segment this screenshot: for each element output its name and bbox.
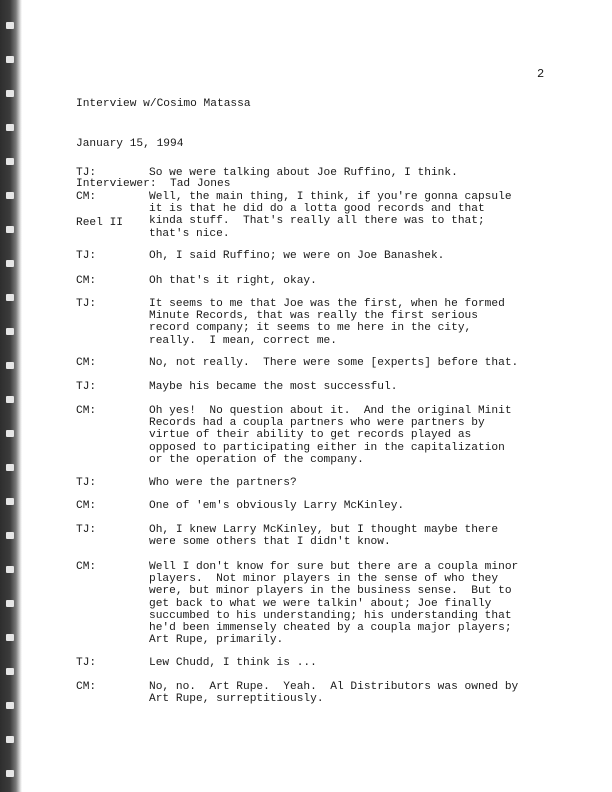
speaker-label: CM:: [76, 405, 97, 417]
speaker-label: CM:: [76, 275, 97, 287]
utterance-text: Well, the main thing, I think, if you're gonna capsule it is that he did do a lotta good records and that kinda stuff. That's really all there was to that; that's nice.: [149, 191, 512, 240]
speaker-label: CM:: [76, 191, 97, 203]
binding-hole: [6, 192, 14, 199]
header-title: Interview w/Cosimo Matassa: [76, 98, 251, 111]
binding-hole: [6, 294, 14, 301]
utterance-text: Oh yes! No question about it. And the original Minit Records had a coupla partners who were partners by virtue of their ability to get records played as opposed to participating either in the capitalization or the operation of the company.: [149, 405, 512, 466]
spiral-binding: [0, 0, 22, 792]
utterance-text: Oh, I said Ruffino; we were on Joe Banashek.: [149, 250, 445, 262]
speaker-label: CM:: [76, 561, 97, 573]
speaker-label: CM:: [76, 681, 97, 693]
speaker-label: CM:: [76, 357, 97, 369]
binding-hole: [6, 600, 14, 607]
header-reel: Reel II: [76, 217, 123, 230]
binding-hole: [6, 158, 14, 165]
speaker-label: TJ:: [76, 524, 97, 536]
binding-hole: [6, 362, 14, 369]
utterance-text: Lew Chudd, I think is ...: [149, 657, 317, 669]
utterance-text: No, no. Art Rupe. Yeah. Al Distributors was owned by Art Rupe, surreptitiously.: [149, 681, 519, 706]
binding-hole: [6, 702, 14, 709]
utterance-text: One of 'em's obviously Larry McKinley.: [149, 500, 405, 512]
utterance-text: Well I don't know for sure but there are a coupla minor players. Not minor players in the sense of who they were, but minor players in the business sense. But to get back to what we were talkin' about; Joe finally succumbed to his understanding; his understanding that he'd been immensely cheated by a coupla major players; Art Rupe, primarily.: [149, 561, 519, 647]
binding-hole: [6, 566, 14, 573]
speaker-label: TJ:: [76, 477, 97, 489]
speaker-label: TJ:: [76, 298, 97, 310]
speaker-label: TJ:: [76, 167, 97, 179]
binding-hole: [6, 430, 14, 437]
binding-hole: [6, 260, 14, 267]
speaker-label: TJ:: [76, 250, 97, 262]
utterance-text: Oh, I knew Larry McKinley, but I thought maybe there were some others that I didn't know.: [149, 524, 499, 549]
utterance-text: It seems to me that Joe was the first, when he formed Minute Records, that was really the first serious record company; it seems to me here in the city, really. I mean, correct me.: [149, 298, 505, 347]
utterance-text: Who were the partners?: [149, 477, 297, 489]
binding-hole: [6, 532, 14, 539]
binding-hole: [6, 124, 14, 131]
binding-hole: [6, 226, 14, 233]
binding-hole: [6, 498, 14, 505]
header-interviewer: Interviewer: Tad Jones: [76, 177, 231, 190]
binding-hole: [6, 396, 14, 403]
speaker-label: TJ:: [76, 381, 97, 393]
binding-hole: [6, 770, 14, 777]
binding-hole: [6, 22, 14, 29]
speaker-label: TJ:: [76, 657, 97, 669]
speaker-label: CM:: [76, 500, 97, 512]
utterance-text: No, not really. There were some [experts] before that.: [149, 357, 519, 369]
utterance-text: So we were talking about Joe Ruffino, I think.: [149, 167, 458, 179]
utterance-text: Maybe his became the most successful.: [149, 381, 398, 393]
binding-hole: [6, 736, 14, 743]
binding-hole: [6, 90, 14, 97]
page-number: 2: [537, 67, 545, 81]
binding-hole: [6, 464, 14, 471]
binding-hole: [6, 56, 14, 63]
binding-hole: [6, 668, 14, 675]
header-date: January 15, 1994: [76, 138, 184, 151]
binding-hole: [6, 328, 14, 335]
utterance-text: Oh that's it right, okay.: [149, 275, 317, 287]
binding-hole: [6, 634, 14, 641]
